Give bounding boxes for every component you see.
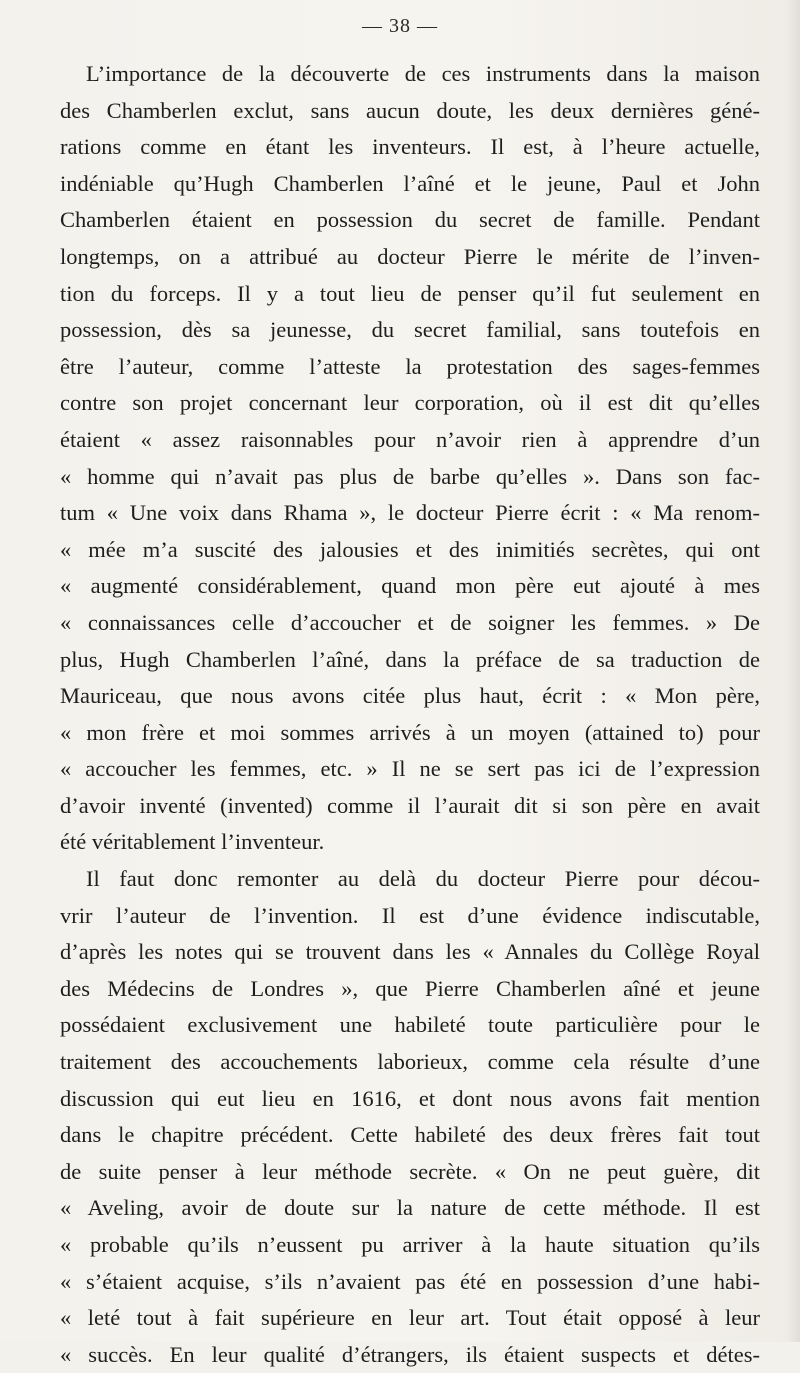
text-line: tum « Une voix dans Rhama », le docteur Pierre écrit : « Ma renom- — [60, 500, 760, 526]
text-line: « accoucher les femmes, etc. » Il ne se sert pas ici de l’expression — [60, 756, 760, 782]
text-line: indéniable qu’Hugh Chamberlen l’aîné et le jeune, Paul et John — [60, 170, 760, 196]
page-edge-shadow — [786, 0, 800, 1342]
text-line: été véritablement l’inventeur. — [60, 829, 325, 855]
text-line: d’après les notes qui se trouvent dans les « Annales du Collège Royal — [60, 939, 760, 965]
text-line: étaient « assez raisonnables pour n’avoir rien à apprendre d’un — [60, 426, 760, 452]
body-text — [60, 56, 760, 1373]
text-line: possédaient exclusivement une habileté toute particulière pour le — [60, 1012, 760, 1038]
text-line: Il faut donc remonter au delà du docteur Pierre pour décou- — [86, 866, 760, 892]
text-line: « augmenté considérablement, quand mon père eut ajouté à mes — [60, 573, 760, 599]
text-line: vrir l’auteur de l’invention. Il est d’une évidence indiscutable, — [60, 902, 760, 928]
text-line: des Chamberlen exclut, sans aucun doute, les deux dernières géné- — [60, 97, 760, 123]
text-line: « connaissances celle d’accoucher et de soigner les femmes. » De — [60, 609, 760, 635]
text-line: L’importance de la découverte de ces instruments dans la maison — [86, 61, 760, 86]
text-line: tion du forceps. Il y a tout lieu de penser qu’il fut seulement en — [60, 280, 760, 306]
text-line: Chamberlen étaient en possession du secret de famille. Pendant — [60, 207, 760, 233]
text-line: « probable qu’ils n’eussent pu arriver à la haute situation qu’ils — [60, 1232, 760, 1257]
text-line: « mée m’a suscité des jalousies et des inimitiés secrètes, qui ont — [60, 536, 760, 562]
text-line: d’avoir inventé (invented) comme il l’aurait dit si son père en avait — [60, 792, 760, 818]
text-line: rations comme en étant les inventeurs. Il est, à l’heure actuelle, — [60, 134, 760, 160]
text-line: Mauriceau, que nous avons citée plus haut, écrit : « Mon père, — [60, 683, 760, 709]
text-line: « s’étaient acquise, s’ils n’avaient pas été en possession d’une habi- — [60, 1268, 760, 1294]
text-line: « mon frère et moi sommes arrivés à un moyen (attained to) pour — [60, 719, 760, 745]
text-line: « Aveling, avoir de doute sur la nature de cette méthode. Il est — [60, 1195, 760, 1221]
text-line: être l’auteur, comme l’atteste la protestation des sages-femmes — [60, 353, 760, 379]
text-line: discussion qui eut lieu en 1616, et dont nous avons fait mention — [60, 1085, 760, 1111]
text-line: des Médecins de Londres », que Pierre Chamberlen aîné et jeune — [60, 975, 760, 1001]
text-line: contre son projet concernant leur corporation, où il est dit qu’elles — [60, 390, 760, 416]
text-line: « succès. En leur qualité d’étrangers, ils étaient suspects et détes- — [60, 1341, 760, 1367]
text-line: « homme qui n’avait pas plus de barbe qu’elles ». Dans son fac- — [60, 463, 760, 489]
text-line: dans le chapitre précédent. Cette habileté des deux frères fait tout — [60, 1122, 760, 1148]
text-line: traitement des accouchements laborieux, comme cela résulte d’une — [60, 1049, 760, 1075]
text-line: plus, Hugh Chamberlen l’aîné, dans la préface de sa traduction de — [60, 646, 760, 672]
text-line: longtemps, on a attribué au docteur Pierre le mérite de l’inven- — [60, 243, 760, 269]
text-line: possession, dès sa jeunesse, du secret familial, sans toutefois en — [60, 317, 760, 343]
page-number: — 38 — — [362, 15, 438, 37]
text-line: de suite penser à leur méthode secrète. « On ne peut guère, dit — [60, 1158, 760, 1184]
text-line: « leté tout à fait supérieure en leur art. Tout était opposé à leur — [60, 1305, 760, 1331]
